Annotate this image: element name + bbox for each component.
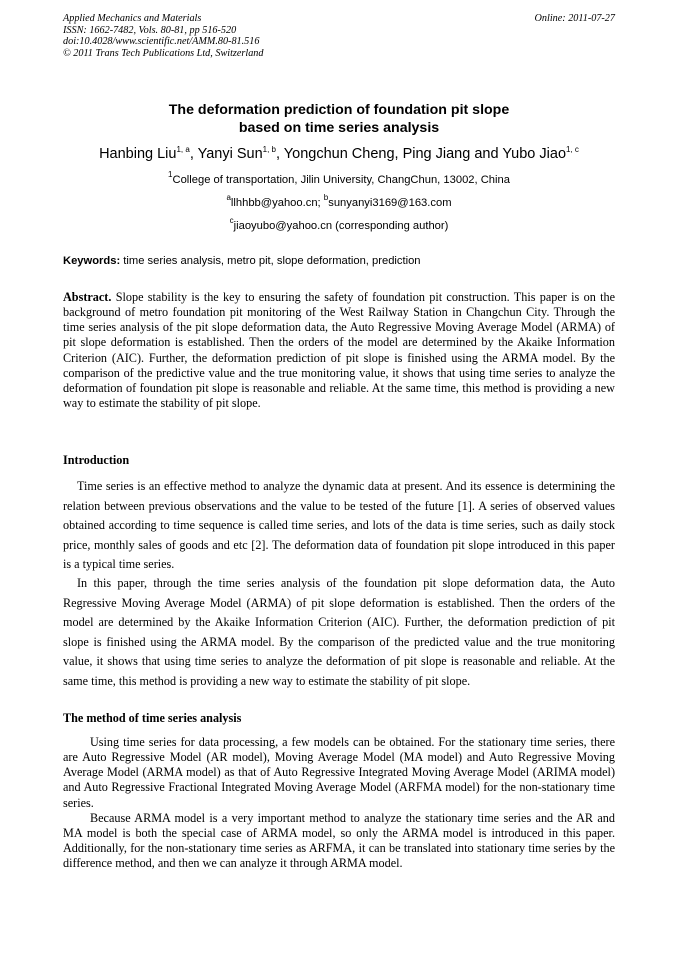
abstract-label: Abstract. [63, 290, 112, 304]
intro-paragraph-2: In this paper, through the time series analysis of the foundation pit slope deformation data, the Auto Regressive Moving Average Model (ARMA) of pit slope deformation is established. Then the orders of the model are determined by the Akaike Information Criterion (AIC). Further, the deformation prediction of pit slope is finished using the ARMA model. By the comparison of the predicted value and the true monitoring value, it shows that using time series to analyze the deformation of pit slope is reasonable and reliable. At the same time, this method is providing a new way to estimate the stability of pit slope. [63, 576, 615, 688]
paper-title [63, 101, 615, 137]
email-sup: c [229, 216, 234, 225]
author-separator: , [189, 146, 198, 162]
keywords-text: time series analysis, metro pit, slope deformation, prediction [120, 255, 421, 267]
journal-doi: doi:10.4028/www.scientific.net/AMM.80-81.516 [63, 36, 260, 48]
author-separator: and [470, 146, 503, 162]
author-name: Hanbing Liu [99, 146, 177, 162]
author-name: Yubo Jiao [502, 146, 567, 162]
author-name: Yanyi Sun [197, 146, 263, 162]
title-line-2: based on time series analysis [238, 120, 440, 136]
affiliation [63, 170, 615, 187]
online-date: Online: 2011-07-27 [534, 13, 615, 24]
title-line-1: The deformation prediction of foundation pit slope [168, 102, 510, 118]
introduction-heading: Introduction [63, 453, 130, 467]
email-a: llhhbb@yahoo.cn; [230, 197, 324, 209]
email-sup: b [323, 193, 329, 202]
author-affil-sup: 1, b [262, 145, 276, 154]
keywords-label: Keywords: [63, 255, 121, 267]
journal-info [63, 13, 263, 59]
author-separator: , [394, 146, 403, 162]
author-affil-sup: 1, a [176, 145, 190, 154]
journal-name: Applied Mechanics and Materials [63, 13, 202, 24]
abstract [63, 290, 615, 411]
email-b: sunyanyi3169@163.com [328, 197, 452, 209]
intro-paragraph-1: Time series is an effective method to analyze the dynamic data at present. And its essence is determining the relation between previous observations and the value to be tested of the future [1]. A series of observed values obtained according to time sequence is called time series, and lots of the data is time series, such as daily stock price, monthly sales of goods and etc [2]. The deformation data of foundation pit slope introduced in this paper is a typical time series. [63, 479, 615, 571]
email-c: jiaoyubo@yahoo.cn (corresponding author) [233, 220, 449, 232]
journal-issn: ISSN: 1662-7482, Vols. 80-81, pp 516-520 [63, 24, 237, 36]
email-sup: a [226, 193, 231, 202]
method-heading: The method of time series analysis [63, 711, 242, 725]
author-name: Ping Jiang [402, 146, 471, 162]
method-paragraph-2: Because ARMA model is a very important method to analyze the stationary time series and the AR and MA model is both the special case of ARMA model, so only the ARMA model is introduced in this paper. Additionally, for the non-stationary time series as ARFMA, it can be translated into stationary time series by the difference method, and then we can analyze it through ARMA model. [63, 811, 615, 871]
method-paragraph-1: Using time series for data processing, a few models can be obtained. For the stationary time series, there are Auto Regressive Model (AR model), Moving Average Model (MA model) and Auto Regressive Moving Average Model (ARMA model) as that of Auto Regressive Integrated Moving Average Model (ARIMA model) and Auto Regressive Fractional Integrated Moving Average Model (ARFMA model) for the non-stationary time series. [63, 735, 615, 810]
affiliation-text: College of transportation, Jilin University, ChangChun, 13002, China [172, 174, 510, 186]
email-line-ab [63, 193, 615, 210]
affiliation-sup: 1 [168, 170, 173, 179]
author-separator: , [276, 146, 284, 162]
author-affil-sup: 1, c [566, 145, 579, 154]
author-list [40, 145, 638, 163]
author-name: Yongchun Cheng [283, 146, 395, 162]
journal-copyright: © 2011 Trans Tech Publications Ltd, Switzerland [63, 47, 264, 59]
abstract-text: Slope stability is the key to ensuring the safety of foundation pit construction. This paper is on the background of metro foundation pit monitoring of the West Railway Station in Changchun City. Through the time series analysis of the pit slope deformation data, the Auto Regressive Moving Average Model (ARMA) of pit slope deformation is established. Then the orders of the model are determined by the Akaike Information Criterion (AIC). Further, the deformation prediction of pit slope is finished using the ARMA model. By the comparison of the predictive value and the true monitoring value, it shows that using time series to analyze the deformation of foundation pit slope is reasonable and reliable. At the same time, this method is providing a new way to estimate the stability of pit slope. [63, 290, 615, 411]
keywords [63, 254, 623, 268]
email-line-c [63, 216, 615, 233]
